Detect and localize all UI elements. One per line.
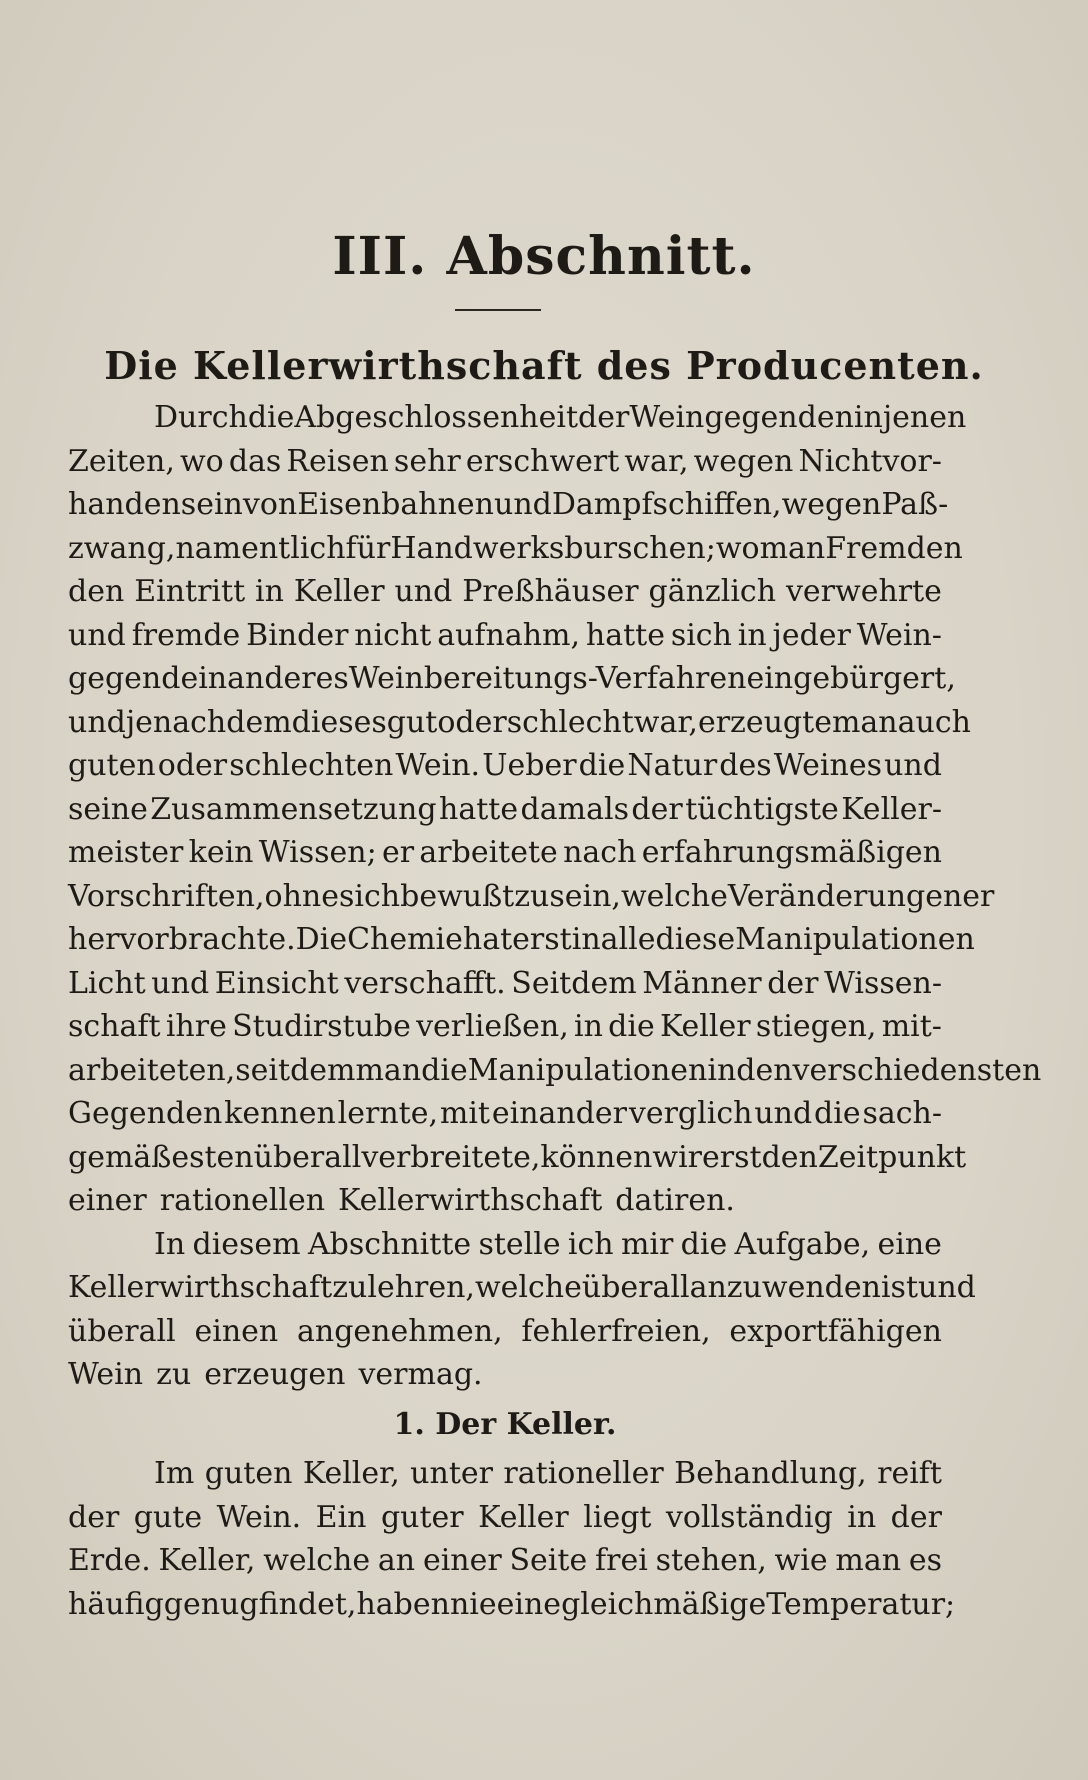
chapter-subtitle: Die Kellerwirthschaft des Producenten. xyxy=(104,343,984,388)
text-line: handensein von Eisenbahnen und Dampfschiffen, wegen Paß- xyxy=(68,487,949,522)
section-heading: 1. Der Keller. xyxy=(393,1406,617,1442)
text-line: Im guten Keller, unter rationeller Behandlung, reift xyxy=(154,1456,942,1491)
paragraph-1 xyxy=(68,396,1042,1223)
text-line: Vorschriften, ohne sich bewußt zu sein, welche Veränderungen er xyxy=(68,878,995,914)
text-line: gemäßesten überall verbreitete, können wir erst den Zeitpunkt xyxy=(68,1139,967,1175)
text-line: Erde. Keller, welche an einer Seite frei stehen, wie man es xyxy=(68,1543,942,1578)
text-line: Wein zu erzeugen vermag. xyxy=(68,1357,483,1392)
text-line: der gute Wein. Ein guter Keller liegt vollständig in der xyxy=(68,1499,942,1535)
paragraph-3 xyxy=(68,1452,956,1626)
heading-divider xyxy=(455,309,541,311)
text-line: Licht und Einsicht verschafft. Seitdem Männer der Wissen- xyxy=(68,965,942,1001)
chapter-heading: III. Abschnitt. xyxy=(332,226,756,287)
text-line: Gegenden kennen lernte, mit einander verglich und die sach- xyxy=(68,1096,942,1131)
text-line: und fremde Binder nicht aufnahm, hatte sich in jeder Wein- xyxy=(68,617,942,653)
text-line: häufig genug findet, haben nie eine gleichmäßige Temperatur; xyxy=(68,1586,956,1622)
text-line: und je nachdem dieses gut oder schlecht war, erzeugte man auch xyxy=(68,704,971,740)
text-line: guten oder schlechten Wein. Ueber die Natur des Weines und xyxy=(68,748,942,783)
text-line: zwang, namentlich für Handwerksburschen; wo man Fremden xyxy=(68,530,963,566)
text-line: meister kein Wissen; er arbeitete nach erfahrungsmäßigen xyxy=(68,835,942,870)
text-line: In diesem Abschnitte stelle ich mir die Aufgabe, eine xyxy=(154,1226,942,1262)
page-body xyxy=(68,396,1042,1626)
text-line: einer rationellen Kellerwirthschaft datiren. xyxy=(68,1183,735,1218)
text-line: Zeiten, wo das Reisen sehr erschwert war, wegen Nichtvor- xyxy=(68,443,942,479)
text-line: schaft ihre Studirstube verließen, in die Keller stiegen, mit- xyxy=(68,1009,942,1044)
text-line: Kellerwirthschaft zu lehren, welche überall anzuwenden ist und xyxy=(68,1270,976,1305)
text-line: gegend ein anderes Weinbereitungs-Verfahren eingebürgert, xyxy=(68,661,956,696)
text-line: den Eintritt in Keller und Preßhäuser gänzlich verwehrte xyxy=(68,574,942,609)
text-line: überall einen angenehmen, fehlerfreien, exportfähigen xyxy=(68,1313,942,1349)
text-line: hervorbrachte. Die Chemie hat erst in alle diese Manipulationen xyxy=(68,922,975,957)
paragraph-2 xyxy=(68,1223,976,1397)
text-line: Durch die Abgeschlossenheit der Weingegenden in jenen xyxy=(154,400,967,435)
text-line: seine Zusammensetzung hatte damals der tüchtigste Keller- xyxy=(68,791,942,827)
text-line: arbeiteten, seitdem man die Manipulationen in den verschiedensten xyxy=(68,1052,1042,1088)
